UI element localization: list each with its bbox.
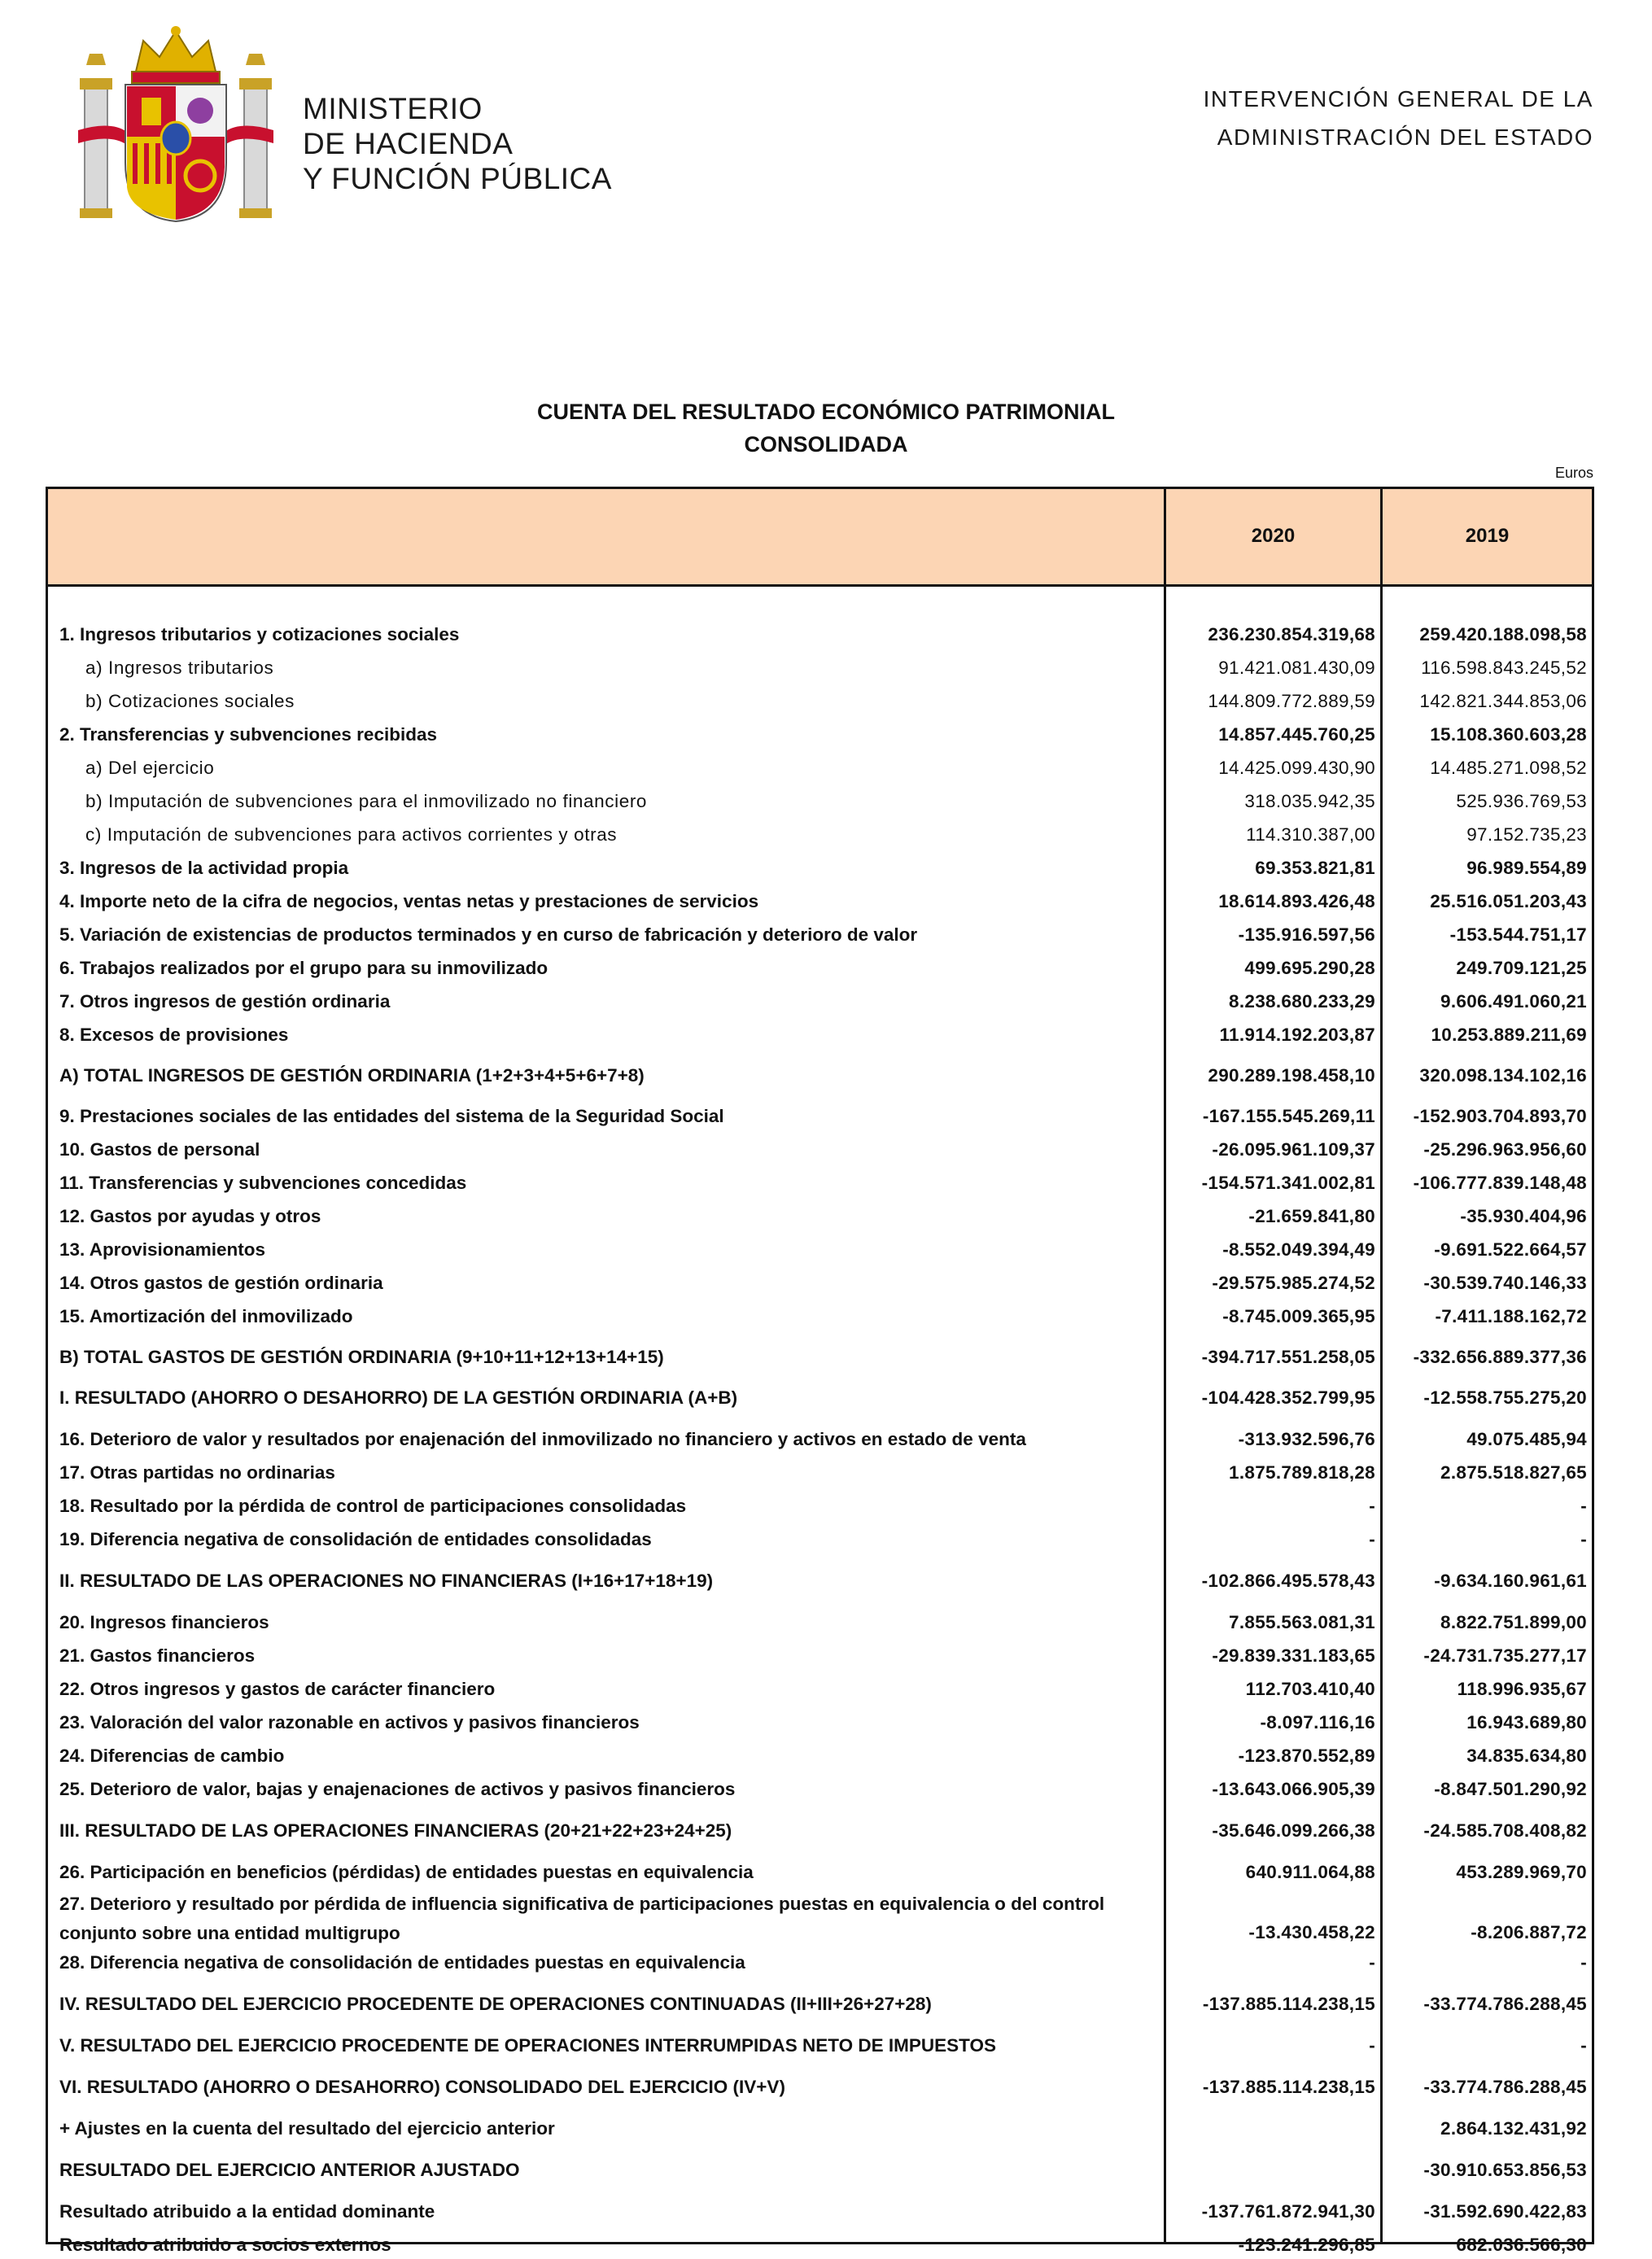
value-2020: -26.095.961.109,37 [1212, 1139, 1375, 1160]
units-label: Euros [1554, 465, 1593, 481]
value-2019: 2.875.518.827,65 [1440, 1462, 1587, 1483]
row-label: A) TOTAL INGRESOS DE GESTIÓN ORDINARIA (1+2+3+4+5+6+7+8) [59, 1065, 645, 1086]
value-2019: 25.516.051.203,43 [1430, 891, 1587, 911]
value-2019: - [1580, 1496, 1587, 1516]
value-2020: -29.839.331.183,65 [1212, 1645, 1375, 1666]
table-row [48, 1492, 1592, 1520]
table-row [48, 2156, 1592, 2184]
row-label: 25. Deterioro de valor, bajas y enajenaciones de activos y pasivos financieros [59, 1779, 736, 1799]
value-2020: 640.911.064,88 [1245, 1862, 1375, 1882]
value-2019: -332.656.889.377,36 [1413, 1347, 1587, 1367]
results-table [46, 487, 1594, 2255]
value-2019: -30.910.653.856,53 [1423, 2160, 1587, 2180]
table-row [48, 1169, 1592, 1197]
agency-line-2: ADMINISTRACIÓN DEL ESTADO [1217, 125, 1593, 150]
table-row [48, 888, 1592, 915]
value-2020: -167.155.545.269,11 [1202, 1106, 1375, 1126]
value-2020: -8.745.009.365,95 [1222, 1306, 1375, 1326]
value-2020: -137.885.114.238,15 [1202, 1994, 1375, 2014]
value-2020: -154.571.341.002,81 [1201, 1173, 1375, 1193]
value-2019: -24.731.735.277,17 [1423, 1645, 1587, 1666]
value-2019: -24.585.708.408,82 [1423, 1820, 1587, 1841]
agency-line-1: INTERVENCIÓN GENERAL DE LA [1203, 86, 1593, 111]
value-2019: 97.152.735,23 [1466, 824, 1587, 845]
value-2020: 114.310.387,00 [1246, 824, 1375, 845]
table-row [48, 2073, 1592, 2101]
table-row [48, 921, 1592, 949]
column-header-2020: 2020 [1251, 525, 1296, 547]
table-row [48, 1236, 1592, 1264]
value-2019: -106.777.839.148,48 [1413, 1173, 1587, 1193]
row-label: 14. Otros gastos de gestión ordinaria [59, 1273, 383, 1293]
table-row [48, 1642, 1592, 1670]
row-label: 26. Participación en beneficios (pérdidas) de entidades puestas en equivalencia [59, 1862, 754, 1882]
value-2019: 49.075.485,94 [1466, 1429, 1587, 1449]
value-2020: 318.035.942,35 [1244, 791, 1375, 811]
agency-name [1204, 80, 1593, 156]
value-2020: 7.855.563.081,31 [1229, 1612, 1375, 1632]
row-label: 4. Importe neto de la cifra de negocios, ventas netas y prestaciones de servicios [59, 891, 759, 911]
value-2019: -33.774.786.288,45 [1423, 1994, 1587, 2014]
value-2020: 499.695.290,28 [1244, 958, 1375, 978]
table-row [48, 1269, 1592, 1297]
row-label: VI. RESULTADO (AHORRO O DESAHORRO) CONSOLIDADO DEL EJERCICIO (IV+V) [59, 2077, 785, 2097]
table-row [48, 1676, 1592, 1703]
row-label: IV. RESULTADO DEL EJERCICIO PROCEDENTE DE OPERACIONES CONTINUADAS (II+III+26+27+28) [59, 1994, 932, 2014]
table-row [48, 1776, 1592, 1803]
value-2020: -313.932.596,76 [1238, 1429, 1375, 1449]
value-2020: 8.238.680.233,29 [1229, 991, 1375, 1012]
table-row [48, 688, 1592, 715]
table-row [48, 988, 1592, 1016]
value-2020: 18.614.893.426,48 [1218, 891, 1375, 911]
row-label: III. RESULTADO DE LAS OPERACIONES FINANCIERAS (20+21+22+23+24+25) [59, 1820, 732, 1841]
value-2020: -135.916.597,56 [1238, 924, 1375, 945]
value-2019: 259.420.188.098,58 [1419, 624, 1587, 644]
value-2019: 116.598.843.245,52 [1421, 658, 1587, 678]
row-label: 19. Diferencia negativa de consolidación de entidades consolidadas [59, 1529, 652, 1549]
table-row [48, 1021, 1592, 1049]
row-label: b) Cotizaciones sociales [85, 691, 295, 711]
table-row [48, 1567, 1592, 1595]
value-2019: 15.108.360.603,28 [1430, 724, 1587, 745]
value-2019: 14.485.271.098,52 [1430, 758, 1587, 778]
table-row [48, 2032, 1592, 2060]
table-row [48, 1426, 1592, 1453]
row-label: I. RESULTADO (AHORRO O DESAHORRO) DE LA GESTIÓN ORDINARIA (A+B) [59, 1387, 738, 1408]
value-2020: - [1369, 2035, 1375, 2056]
value-2020: -29.575.985.274,52 [1212, 1273, 1375, 1293]
row-label: 17. Otras partidas no ordinarias [59, 1462, 335, 1483]
value-2020: - [1369, 1529, 1375, 1549]
value-2020: -123.241.296,85 [1238, 2235, 1375, 2255]
value-2020: 290.289.198.458,10 [1208, 1065, 1375, 1086]
value-2019: 9.606.491.060,21 [1440, 991, 1587, 1012]
row-label: 10. Gastos de personal [59, 1139, 260, 1160]
document-title-line-1: CUENTA DEL RESULTADO ECONÓMICO PATRIMONIAL [537, 400, 1115, 424]
value-2020: - [1369, 1496, 1375, 1516]
row-label: 5. Variación de existencias de productos terminados y en curso de fabricación y deterioro de valor [59, 924, 918, 945]
table-row [48, 1990, 1592, 2018]
row-label: 13. Aprovisionamientos [59, 1239, 265, 1260]
value-2020: -13.643.066.905,39 [1212, 1779, 1375, 1799]
table-row [48, 1949, 1592, 1977]
value-2020: -21.659.841,80 [1248, 1206, 1375, 1226]
value-2019: -9.691.522.664,57 [1434, 1239, 1587, 1260]
table-row [48, 2115, 1592, 2143]
value-2019: 10.253.889.211,69 [1431, 1025, 1587, 1045]
value-2019: - [1580, 1529, 1587, 1549]
value-2019: - [1580, 1952, 1587, 1973]
value-2020: - [1369, 1952, 1375, 1973]
row-label: 1. Ingresos tributarios y cotizaciones sociales [59, 624, 460, 644]
row-label: b) Imputación de subvenciones para el inmovilizado no financiero [85, 791, 648, 811]
row-label: 15. Amortización del inmovilizado [59, 1306, 353, 1326]
row-label: 23. Valoración del valor razonable en activos y pasivos financieros [59, 1712, 640, 1732]
table-row [48, 1742, 1592, 1770]
table-row [48, 2198, 1592, 2226]
row-label: + Ajustes en la cuenta del resultado del ejercicio anterior [59, 2118, 555, 2139]
row-label: 24. Diferencias de cambio [59, 1746, 285, 1766]
value-2019: -152.903.704.893,70 [1413, 1106, 1587, 1126]
value-2019: 34.835.634,80 [1466, 1746, 1587, 1766]
spain-coat-of-arms-icon [78, 24, 273, 226]
value-2020: -104.428.352.799,95 [1201, 1387, 1375, 1408]
row-label: II. RESULTADO DE LAS OPERACIONES NO FINANCIERAS (I+16+17+18+19) [59, 1571, 714, 1591]
value-2020: -13.430.458,22 [1248, 1922, 1375, 1942]
row-label: RESULTADO DEL EJERCICIO ANTERIOR AJUSTADO [59, 2160, 520, 2180]
row-label: 2. Transferencias y subvenciones recibidas [59, 724, 437, 745]
value-2019: 2.864.132.431,92 [1440, 2118, 1587, 2139]
table-row [48, 621, 1592, 649]
ministry-line-2: DE HACIENDA [303, 127, 514, 160]
value-2019: -9.634.160.961,61 [1434, 1571, 1587, 1591]
document-title-line-2: CONSOLIDADA [744, 432, 908, 457]
value-2020: -123.870.552,89 [1238, 1746, 1375, 1766]
table-row [48, 654, 1592, 682]
value-2019: -30.539.740.146,33 [1423, 1273, 1587, 1293]
table-row [48, 1890, 1592, 1947]
value-2020: 91.421.081.430,09 [1218, 658, 1375, 678]
row-label: 28. Diferencia negativa de consolidación de entidades puestas en equivalencia [59, 1952, 745, 1973]
value-2020: 236.230.854.319,68 [1208, 624, 1375, 644]
table-header [48, 489, 1592, 587]
column-header-2019: 2019 [1465, 525, 1510, 547]
table-row [48, 821, 1592, 849]
row-label: 11. Transferencias y subvenciones concedidas [59, 1173, 467, 1193]
ministry-line-3: Y FUNCIÓN PÚBLICA [303, 162, 612, 195]
value-2020: 112.703.410,40 [1245, 1679, 1375, 1699]
table-row [48, 1203, 1592, 1230]
value-2019: -153.544.751,17 [1449, 924, 1587, 945]
table-row [48, 1709, 1592, 1737]
row-label: Resultado atribuido a socios externos [59, 2235, 391, 2255]
row-label: 8. Excesos de provisiones [59, 1025, 289, 1045]
value-2019: 453.289.969,70 [1456, 1862, 1587, 1882]
row-label: 22. Otros ingresos y gastos de carácter financiero [59, 1679, 496, 1699]
value-2020: 1.875.789.818,28 [1229, 1462, 1375, 1483]
table-row [48, 1344, 1592, 1371]
row-label: 18. Resultado por la pérdida de control de participaciones consolidadas [59, 1496, 687, 1516]
value-2019: -33.774.786.288,45 [1423, 2077, 1587, 2097]
row-label: Resultado atribuido a la entidad dominante [59, 2201, 435, 2222]
value-2020: 11.914.192.203,87 [1219, 1025, 1375, 1045]
table-row [48, 1384, 1592, 1412]
value-2019: -35.930.404,96 [1460, 1206, 1587, 1226]
table-row [48, 1062, 1592, 1090]
value-2019: 96.989.554,89 [1466, 858, 1587, 878]
value-2020: -102.866.495.578,43 [1201, 1571, 1375, 1591]
row-label: a) Del ejercicio [85, 758, 215, 778]
value-2019: 142.821.344.853,06 [1419, 691, 1587, 711]
table-row [48, 1526, 1592, 1553]
value-2020: -35.646.099.266,38 [1212, 1820, 1375, 1841]
row-label: V. RESULTADO DEL EJERCICIO PROCEDENTE DE OPERACIONES INTERRUMPIDAS NETO DE IMPUESTOS [59, 2035, 997, 2056]
row-label: B) TOTAL GASTOS DE GESTIÓN ORDINARIA (9+10+11+12+13+14+15) [59, 1347, 664, 1367]
table-row [48, 788, 1592, 815]
row-label: 27. Deterioro y resultado por pérdida de influencia significativa de participaciones puestas en equivalencia o del control conjunto sobre una entidad multigrupo [59, 1894, 1105, 1943]
value-2020: -394.717.551.258,05 [1201, 1347, 1375, 1367]
value-2019: 320.098.134.102,16 [1419, 1065, 1587, 1086]
value-2020: -8.552.049.394,49 [1222, 1239, 1375, 1260]
table-row [48, 1859, 1592, 1886]
table-row [48, 1609, 1592, 1636]
row-label: 3. Ingresos de la actividad propia [59, 858, 349, 878]
table-row [48, 1103, 1592, 1130]
value-2019: 16.943.689,80 [1466, 1712, 1587, 1732]
row-label: 21. Gastos financieros [59, 1645, 256, 1666]
row-label: 9. Prestaciones sociales de las entidades del sistema de la Seguridad Social [59, 1106, 724, 1126]
document-title [0, 395, 1652, 461]
table-row [48, 1817, 1592, 1845]
value-2019: - [1580, 2035, 1587, 2056]
value-2020: -8.097.116,16 [1260, 1712, 1375, 1732]
value-2020: 14.857.445.760,25 [1218, 724, 1375, 745]
value-2019: -25.296.963.956,60 [1423, 1139, 1587, 1160]
row-label: a) Ingresos tributarios [85, 658, 274, 678]
row-label: 7. Otros ingresos de gestión ordinaria [59, 991, 391, 1012]
value-2019: -12.558.755.275,20 [1423, 1387, 1587, 1408]
value-2019: 118.996.935,67 [1457, 1679, 1587, 1699]
table-row [48, 1136, 1592, 1164]
value-2019: -8.847.501.290,92 [1434, 1779, 1587, 1799]
row-label: c) Imputación de subvenciones para activos corrientes y otras [85, 824, 618, 845]
value-2019: -31.592.690.422,83 [1423, 2201, 1587, 2222]
table-row [48, 1459, 1592, 1487]
table-row [48, 1303, 1592, 1330]
row-label: 12. Gastos por ayudas y otros [59, 1206, 321, 1226]
value-2020: 14.425.099.430,90 [1218, 758, 1375, 778]
value-2019: 682.036.566,30 [1456, 2235, 1587, 2255]
value-2019: -8.206.887,72 [1471, 1922, 1587, 1942]
row-label: 6. Trabajos realizados por el grupo para su inmovilizado [59, 958, 548, 978]
table-row [48, 854, 1592, 882]
table-row [48, 721, 1592, 749]
value-2020: 144.809.772.889,59 [1208, 691, 1375, 711]
value-2020: 69.353.821,81 [1255, 858, 1375, 878]
table-row [48, 955, 1592, 982]
row-label: 16. Deterioro de valor y resultados por enajenación del inmovilizado no financiero y activos en estado de venta [59, 1429, 1026, 1449]
value-2020: -137.885.114.238,15 [1202, 2077, 1375, 2097]
value-2019: 8.822.751.899,00 [1440, 1612, 1587, 1632]
table-row [48, 2231, 1592, 2259]
row-label: 20. Ingresos financieros [59, 1612, 269, 1632]
value-2019: -7.411.188.162,72 [1435, 1306, 1587, 1326]
ministry-name [303, 91, 612, 196]
value-2020: -137.761.872.941,30 [1201, 2201, 1375, 2222]
value-2019: 525.936.769,53 [1456, 791, 1587, 811]
table-row [48, 754, 1592, 782]
value-2019: 249.709.121,25 [1456, 958, 1587, 978]
ministry-line-1: MINISTERIO [303, 92, 483, 125]
